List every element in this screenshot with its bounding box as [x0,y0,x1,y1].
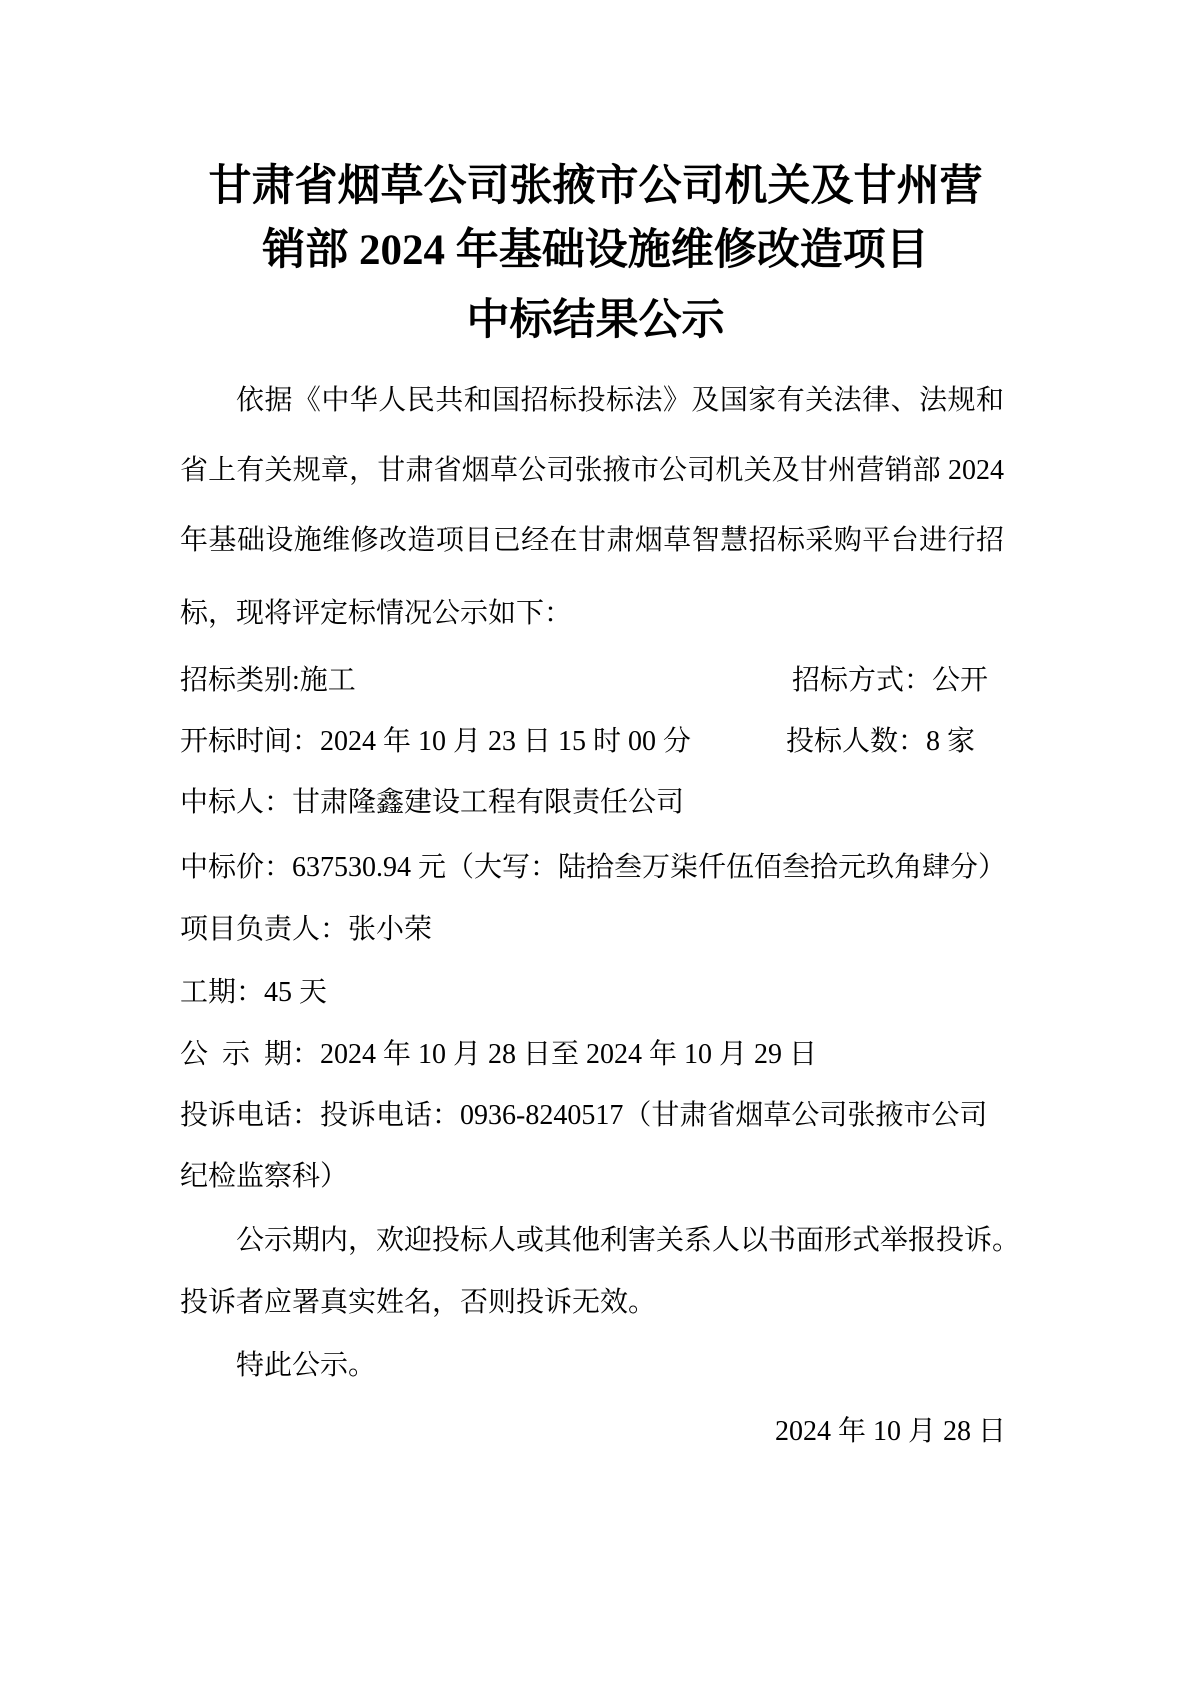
title-line-2: 销部 2024 年基础设施维修改造项目 [262,227,929,274]
duration [180,973,327,1013]
bid-method-value: 公开 [932,665,989,696]
project-manager-label: 项目负责人： [180,914,349,945]
complaint-phone-label: 投诉电话： [180,1100,321,1131]
duration-value: 45 天 [264,977,328,1008]
document-date: 2024 年 10 月 28 日 [774,1416,1006,1447]
complaint-phone-value-line-2: 纪检监察科） [180,1161,349,1192]
bidder-count-label: 投标人数： [786,726,927,757]
bidder-count-value: 8 家 [926,726,976,757]
bid-category [180,661,356,701]
opening-time [180,722,691,762]
title-line-3: 中标结果公示 [466,297,725,344]
publicity-period [180,1035,817,1075]
duration-label: 工期： [180,977,265,1008]
bid-method [792,661,988,701]
publicity-period-label: 公 示 期： [180,1039,321,1070]
notice-line-2: 投诉者应署真实姓名，否则投诉无效。 [180,1287,657,1318]
intro-line-2: 省上有关规章，甘肃省烟草公司张掖市公司机关及甘州营销部 2024 [180,455,1004,486]
winning-price-value: 637530.94 元（大写：陆拾叁万柒仟伍佰叁拾元玖角肆分） [292,852,1007,883]
bid-method-label: 招标方式： [792,665,933,696]
intro-line-4: 标，现将评定标情况公示如下： [180,598,573,629]
winning-bidder [180,783,684,823]
complaint-phone-value-line-1: 投诉电话：0936-8240517（甘肃省烟草公司张掖市公司 [320,1100,988,1131]
notice-line-1: 公示期内，欢迎投标人或其他利害关系人以书面形式举报投诉。 [236,1225,1021,1256]
winning-price-label: 中标价： [180,852,293,883]
publicity-period-value: 2024 年 10 月 28 日至 2024 年 10 月 29 日 [320,1039,818,1070]
opening-time-label: 开标时间： [180,726,321,757]
intro-line-1: 依据《中华人民共和国招标投标法》及国家有关法律、法规和 [236,385,1004,416]
project-manager-value: 张小荣 [348,914,433,945]
winning-bidder-value: 甘肃隆鑫建设工程有限责任公司 [292,787,685,818]
title-line-1: 甘肃省烟草公司张掖市公司机关及甘州营 [208,163,983,210]
closing-text: 特此公示。 [236,1350,377,1381]
bidder-count [786,722,975,762]
project-manager [180,910,432,950]
opening-time-value: 2024 年 10 月 23 日 15 时 00 分 [320,726,692,757]
complaint-phone [180,1096,987,1136]
bid-category-label: 招标类别: [180,665,300,696]
intro-line-3: 年基础设施维修改造项目已经在甘肃烟草智慧招标采购平台进行招 [180,525,1004,556]
winning-bidder-label: 中标人： [180,787,293,818]
bid-category-value: 施工 [299,665,356,696]
winning-price [180,848,1006,888]
